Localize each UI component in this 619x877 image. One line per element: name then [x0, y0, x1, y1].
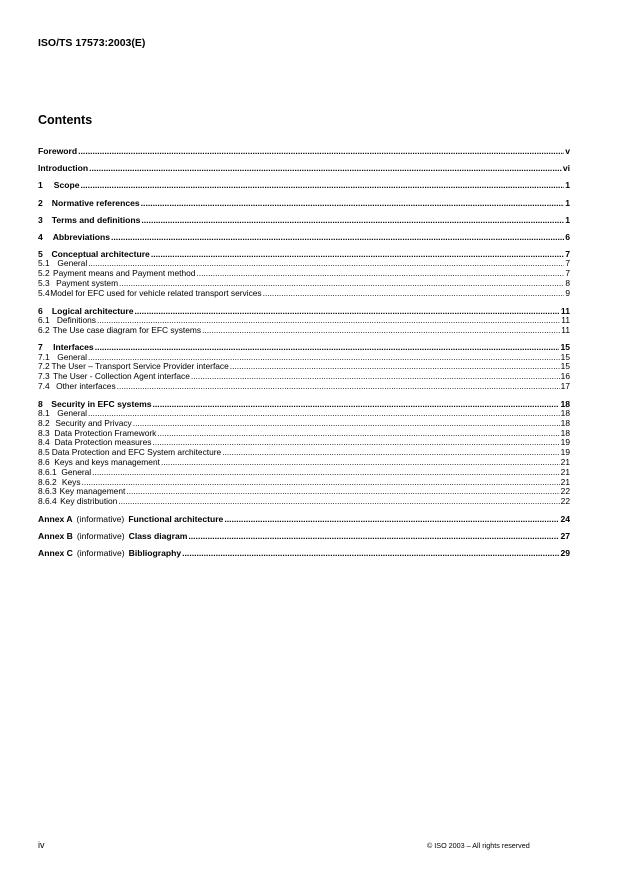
toc-title: The Use case diagram for EFC systems — [52, 324, 202, 335]
toc-number: 7.3 — [38, 371, 50, 382]
toc-page: vi — [562, 163, 570, 174]
toc-number: 8.3 — [38, 427, 50, 438]
toc-page: 15 — [560, 361, 570, 372]
toc-title: Abbreviations — [52, 232, 111, 243]
toc-title: The User – Transport Service Provider interface — [51, 361, 229, 372]
toc-title: General — [57, 258, 88, 269]
toc-entry-5-4[interactable] — [38, 289, 570, 299]
annex-label: Annex B — [38, 531, 73, 542]
toc-page: 18 — [560, 417, 570, 428]
toc-page: 1 — [565, 180, 570, 191]
copyright-notice: © ISO 2003 – All rights reserved — [427, 841, 530, 850]
toc-number: 8.6.3 — [38, 486, 57, 497]
toc-page: 15 — [560, 342, 570, 353]
annex-title: Class diagram — [128, 531, 188, 542]
toc-number: 7 — [38, 342, 43, 353]
annex-label: Annex A — [38, 513, 73, 524]
toc-page: 19 — [560, 437, 570, 448]
toc-number: 6 — [38, 305, 43, 316]
toc-number: 4 — [38, 232, 43, 243]
toc-entry-annex-c[interactable] — [38, 548, 570, 558]
toc-number: 5.3 — [38, 278, 50, 289]
toc-entry-7-4[interactable] — [38, 382, 570, 392]
annex-type: (informative) — [76, 513, 125, 524]
toc-entry-8-6-4[interactable] — [38, 497, 570, 507]
toc-number: 1 — [38, 180, 43, 191]
toc-entry-annex-a[interactable] — [38, 514, 570, 524]
toc-page: 15 — [560, 351, 570, 362]
toc-number: 5.2 — [38, 268, 50, 279]
toc-page: 21 — [560, 456, 570, 467]
toc-title: The User - Collection Agent interface — [53, 371, 190, 382]
toc-page: 1 — [565, 214, 570, 225]
toc-entry-2[interactable] — [38, 198, 570, 208]
toc-page: 7 — [565, 249, 570, 260]
table-of-contents — [38, 146, 570, 566]
toc-entry-1[interactable] — [38, 180, 570, 190]
toc-title: Introduction — [38, 163, 89, 174]
toc-page: 16 — [560, 371, 570, 382]
toc-number: 8.6 — [38, 456, 50, 467]
toc-number: 8 — [38, 398, 43, 409]
toc-title: Key management — [59, 486, 126, 497]
toc-number: 2 — [38, 197, 43, 208]
toc-number: 8.6.4 — [38, 496, 57, 507]
toc-entry-7-3[interactable] — [38, 372, 570, 382]
toc-number: 8.4 — [38, 437, 50, 448]
toc-page: 19 — [560, 447, 570, 458]
toc-title: Definitions — [56, 314, 96, 325]
toc-title: Payment system — [56, 278, 119, 289]
toc-page: 9 — [565, 287, 570, 298]
toc-entry-6[interactable] — [38, 306, 570, 316]
toc-entry-7[interactable] — [38, 342, 570, 352]
toc-entry-4[interactable] — [38, 232, 570, 242]
toc-page: 21 — [560, 466, 570, 477]
toc-page: 18 — [560, 427, 570, 438]
toc-page: 29 — [560, 548, 570, 559]
toc-page: 18 — [560, 398, 570, 409]
toc-title: Other interfaces — [56, 381, 116, 391]
toc-entry-foreword[interactable] — [38, 146, 570, 156]
annex-label: Annex C — [38, 548, 73, 559]
toc-page: 22 — [560, 496, 570, 507]
toc-entry-8-6-1[interactable] — [38, 468, 570, 478]
contents-title: Contents — [38, 113, 93, 127]
toc-entry-5[interactable] — [38, 249, 570, 259]
toc-entry-8-6-3[interactable] — [38, 487, 570, 497]
toc-title: Scope — [53, 180, 80, 191]
toc-title: Payment means and Payment method — [53, 268, 196, 279]
toc-page: 6 — [565, 232, 570, 243]
toc-number: 8.6.2 — [38, 476, 57, 487]
toc-page: 11 — [561, 314, 570, 325]
toc-title: Interfaces — [53, 342, 94, 353]
toc-number: 8.1 — [38, 408, 50, 418]
document-id: ISO/TS 17573:2003(E) — [38, 37, 146, 49]
toc-page: 21 — [560, 476, 570, 487]
toc-entry-8[interactable] — [38, 399, 570, 409]
toc-number: 6.1 — [38, 314, 50, 325]
toc-page: 1 — [565, 197, 570, 208]
toc-page: 11 — [561, 324, 570, 335]
toc-entry-8-6[interactable] — [38, 458, 570, 468]
toc-number: 3 — [38, 214, 43, 225]
toc-title: General — [61, 466, 92, 477]
toc-page: 27 — [560, 531, 570, 542]
toc-page: 7 — [565, 268, 570, 279]
toc-title: Data Protection measures — [54, 437, 152, 448]
toc-number: 8.5 — [38, 447, 50, 458]
annex-type: (informative) — [76, 531, 125, 542]
toc-number: 5.4 — [38, 287, 50, 298]
toc-number: 8.2 — [38, 417, 50, 428]
toc-number: 7.4 — [38, 381, 50, 391]
annex-title: Bibliography — [128, 548, 182, 559]
toc-title: Keys and keys management — [54, 456, 160, 467]
toc-page: 18 — [560, 408, 570, 418]
toc-title: Logical architecture — [51, 305, 134, 316]
toc-title: Key distribution — [60, 496, 118, 507]
toc-title: Security in EFC systems — [51, 398, 152, 409]
toc-page: v — [565, 146, 570, 156]
annex-type: (informative) — [76, 548, 125, 559]
toc-page: 22 — [560, 486, 570, 497]
toc-title: General — [57, 408, 88, 418]
toc-title: Model for EFC used for vehicle related transport services — [50, 287, 262, 298]
toc-number: 6.2 — [38, 324, 50, 335]
page-number: iv — [38, 840, 45, 850]
toc-title: Normative references — [51, 197, 140, 208]
toc-title: Conceptual architecture — [51, 249, 150, 260]
toc-title: Keys — [61, 476, 81, 487]
annex-title: Functional architecture — [128, 513, 224, 524]
toc-page: 24 — [560, 513, 570, 524]
toc-title: Foreword — [38, 146, 78, 156]
toc-page: 11 — [560, 305, 570, 316]
toc-page: 8 — [565, 278, 570, 289]
toc-entry-introduction[interactable] — [38, 163, 570, 173]
toc-number: 5.1 — [38, 258, 50, 269]
toc-title: Data Protection and EFC System architecture — [51, 447, 222, 458]
toc-entry-3[interactable] — [38, 215, 570, 225]
toc-title: Security and Privacy — [55, 417, 132, 428]
toc-title: Terms and definitions — [51, 214, 141, 225]
toc-number: 7.2 — [38, 361, 50, 372]
toc-entry-6-2[interactable] — [38, 326, 570, 336]
toc-number: 5 — [38, 249, 43, 260]
toc-number: 8.6.1 — [38, 466, 57, 477]
toc-page: 17 — [560, 381, 570, 391]
toc-number: 7.1 — [38, 351, 50, 362]
toc-entry-annex-b[interactable] — [38, 531, 570, 541]
toc-title: General — [57, 351, 88, 362]
toc-page: 7 — [565, 258, 570, 269]
toc-title: Data Protection Framework — [54, 427, 157, 438]
